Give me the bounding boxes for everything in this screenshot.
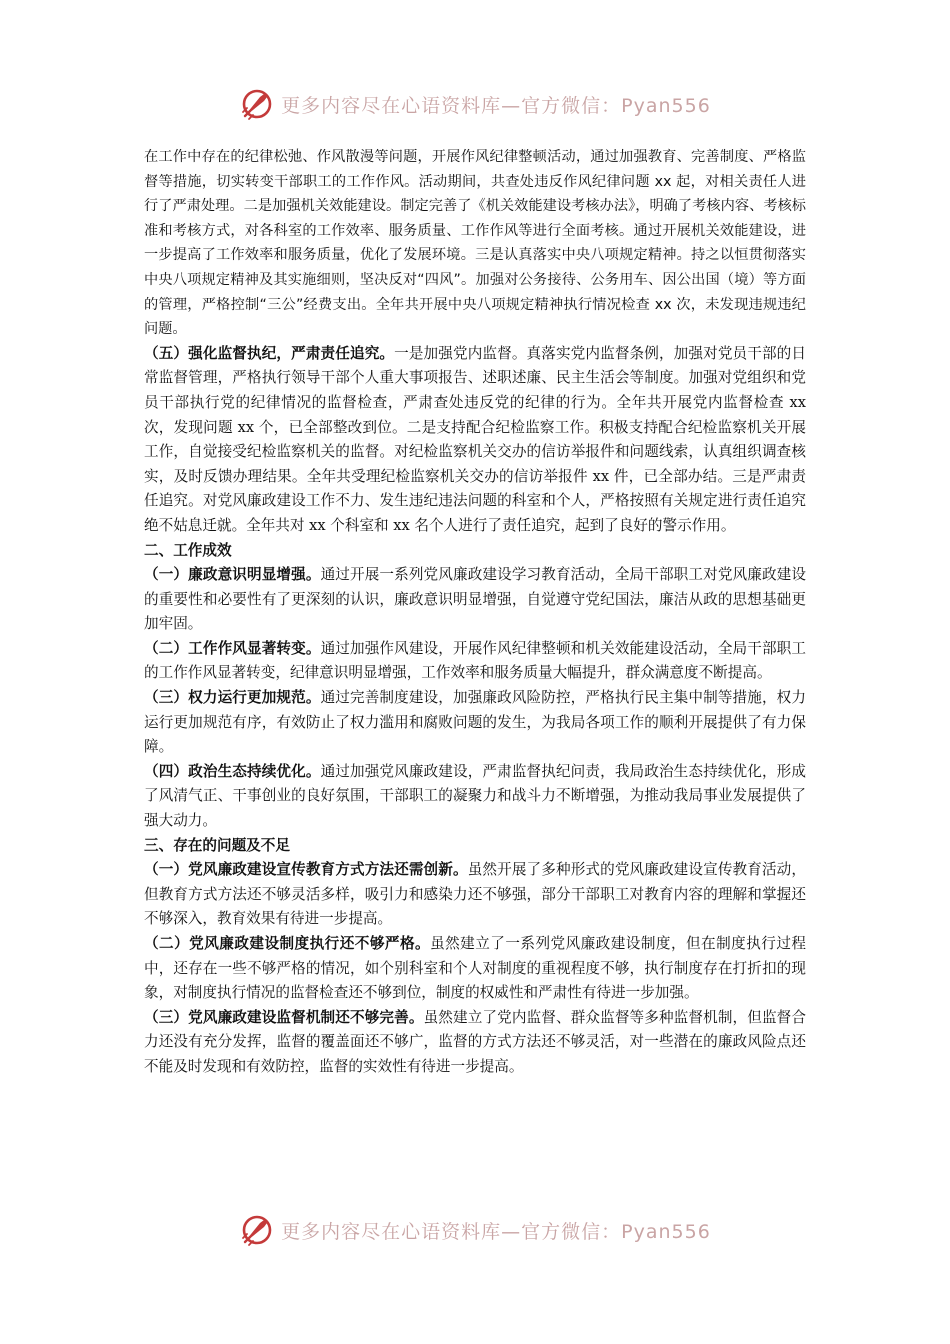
paragraph-text: 一是加强党内监督。真落实党内监督条例，加强对党员干部的日常监督管理，严格执行领导干部个人重大事项报告、述职述廉、民主生活会等制度。加强对党组织和党员干部执行党的纪律情况的监督检查，严肃查处违反党的纪律的行为。全年共开展党内监督检查 xx 次，发现问题 xx 个，已全部整改到位。二是支持配合纪检监察工作。积极支持配合纪检监察机关开展工作，自觉接受纪检监察机关的监督。对纪检监察机关交办的信访举报件和问题线索，认真组织调查核实，及时反馈办理结果。全年共受理纪检监察机关交办的信访举报件 xx 件，已全部办结。三是严肃责任追究。对党风廉政建设工作不力、发生违纪违法问题的科室和个人，严格按照有关规定进行责任追究绝不姑息迁就。全年共对 xx 个科室和 xx 名个人进行了责任追究，起到了良好的警示作用。	[144, 344, 806, 534]
paragraph-8	[144, 932, 806, 1006]
heading-text: 二、工作成效	[144, 541, 232, 559]
paragraph-text: 通过完善制度建设，加强廉政风险防控，严格执行民主集中制等措施，权力运行更加规范有序，有效防止了权力滥用和腐败问题的发生，为我局各项工作的顺利开展提供了有力保障。	[144, 689, 806, 756]
paragraph-lead: （五）强化监督执纪，严肃责任追究。	[144, 344, 395, 362]
paragraph-9	[144, 1006, 806, 1080]
paragraph-text: 通过开展一系列党风廉政建设学习教育活动，全局干部职工对党风廉政建设的重要性和必要性有了更深刻的认识，廉政意识明显增强，自觉遵守党纪国法，廉洁从政的思想基础更加牢固。	[144, 566, 806, 633]
paragraph-lead: （三）党风廉政建设监督机制还不够完善。	[144, 1008, 424, 1026]
rocket-logo-icon	[239, 1212, 275, 1248]
paragraph-2	[144, 342, 806, 539]
paragraph-text: 虽然建立了一系列党风廉政建设制度，但在制度执行过程中，还存在一些不够严格的情况，如个别科室和个人对制度的重视程度不够，执行制度存在打折扣的现象，对制度执行情况的监督检查还不够到位，制度的权威性和严肃性有待进一步加强。	[144, 935, 806, 1002]
watermark-banner-bottom	[0, 1210, 950, 1250]
paragraph-5	[144, 686, 806, 760]
paragraph-text: 虽然开展了多种形式的党风廉政建设宣传教育活动，但教育方式方法还不够灵活多样，吸引力和感染力还不够强，部分干部职工对教育内容的理解和掌握还不够深入，教育效果有待进一步提高。	[144, 861, 806, 928]
watermark-text: 更多内容尽在心语资料库—官方微信：Pyan556	[281, 94, 711, 117]
paragraph-text: 通过加强作风建设，开展作风纪律整顿和机关效能建设活动，全局干部职工的工作作风显著转变，纪律意识明显增强，工作效率和服务质量大幅提升，群众满意度不断提高。	[144, 639, 806, 682]
paragraph-lead: （一）廉政意识明显增强。	[144, 566, 321, 584]
watermark-text: 更多内容尽在心语资料库—官方微信：Pyan556	[281, 1220, 711, 1243]
rocket-logo-icon	[239, 86, 275, 122]
paragraph-lead: （二）工作作风显著转变。	[144, 639, 321, 657]
section-heading-results	[144, 539, 806, 564]
paragraph-4	[144, 637, 806, 686]
paragraph-text: 通过加强党风廉政建设，严肃监督执纪问责，我局政治生态持续优化，形成了风清气正、干事创业的良好氛围，干部职工的凝聚力和战斗力不断增强，为推动我局事业发展提供了强大动力。	[144, 762, 806, 830]
paragraph-lead: （四）政治生态持续优化。	[144, 762, 321, 780]
heading-text: 三、存在的问题及不足	[144, 836, 290, 854]
document-body	[144, 145, 806, 1080]
paragraph-lead: （三）权力运行更加规范。	[144, 689, 321, 707]
paragraph-1	[144, 145, 806, 342]
paragraph-lead: （二）党风廉政建设制度执行还不够严格。	[144, 935, 431, 952]
paragraph-text: 在工作中存在的纪律松弛、作风散漫等问题，开展作风纪律整顿活动，通过加强教育、完善制度、严格监督等措施，切实转变干部职工的工作作风。活动期间，共查处违反作风纪律问题 xx 起，对相关责任人进行了严肃处理。二是加强机关效能建设。制定完善了《机关效能建设考核办法》，明确了考核内容、考核标准和考核方式，对各科室的工作效率、服务质量、工作作风等进行全面考核。通过开展机关效能建设，进一步提高了工作效率和服务质量，优化了发展环境。三是认真落实中央八项规定精神。持之以恒贯彻落实中央八项规定精神及其实施细则，坚决反对“四风”。加强对公务接待、公务用车、因公出国（境）等方面的管理，严格控制“三公”经费支出。全年共开展中央八项规定精神执行情况检查 xx 次，未发现违规违纪问题。	[144, 149, 806, 338]
paragraph-text: 虽然建立了党内监督、群众监督等多种监督机制，但监督合力还没有充分发挥，监督的覆盖面还不够广，监督的方式方法还不够灵活，对一些潜在的廉政风险点还不能及时发现和有效防控，监督的实效性有待进一步提高。	[144, 1008, 806, 1075]
paragraph-7	[144, 858, 806, 932]
paragraph-lead: （一）党风廉政建设宣传教育方式方法还需创新。	[144, 861, 468, 879]
watermark-banner-top	[0, 84, 950, 124]
paragraph-6	[144, 760, 806, 834]
section-heading-problems	[144, 834, 806, 859]
paragraph-3	[144, 563, 806, 637]
